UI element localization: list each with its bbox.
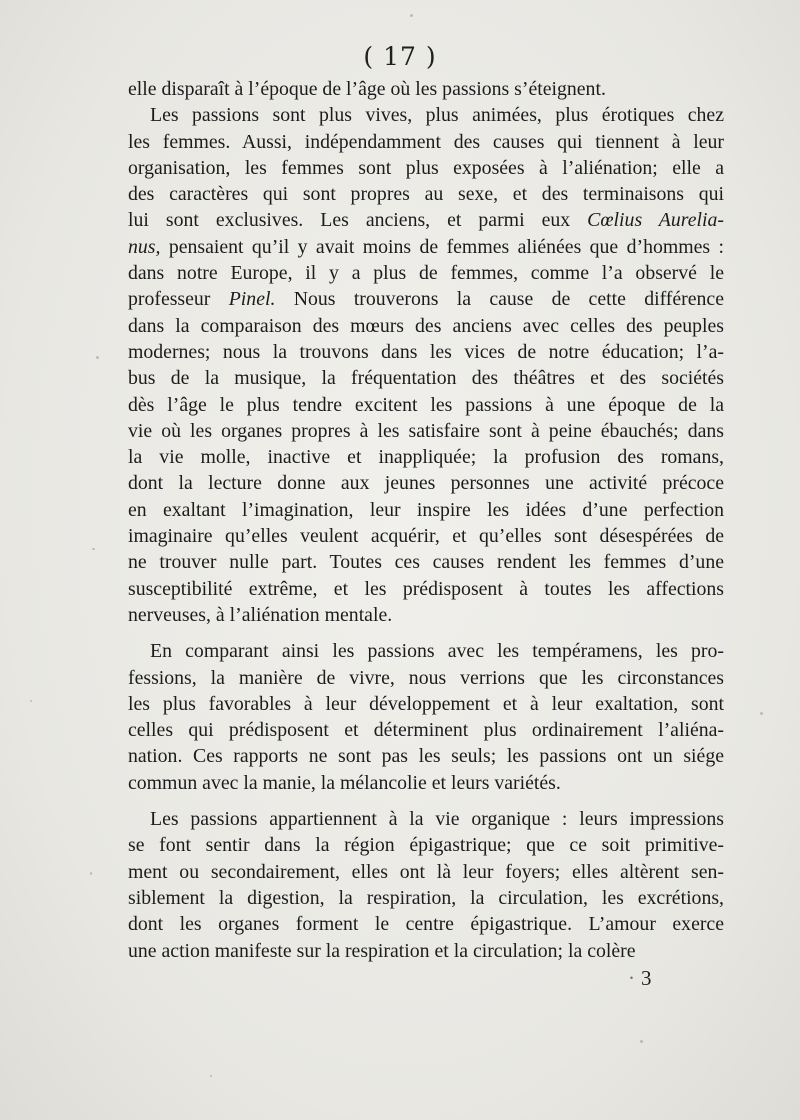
paper-speck [92,548,95,550]
paragraph-gap [128,628,724,638]
text-line: susceptibilité extrême, et les prédisposent à toutes les affections [128,577,724,600]
text-line: dans notre Europe, il y a plus de femmes, comme l’a observé le [128,262,724,285]
paper-speck [210,1075,212,1077]
signature-mark [628,966,652,991]
text-line: nus, pensaient qu’il y avait moins de femmes aliénées que d’hommes : [128,235,724,258]
text-line: celles qui prédisposent et déterminent plus ordinairement l’aliéna- [128,719,724,742]
paper-speck [90,872,92,875]
text-line: Les passions sont plus vives, plus animées, plus érotiques chez [150,104,724,127]
paragraph [128,102,724,628]
text-line: lui sont exclusives. Les anciens, et parmi eux Cœlius Aurelia- [128,209,724,232]
text-line: professeur Pinel. Nous trouverons la cause de cette différence [128,288,724,311]
text-line: se font sentir dans la région épigastrique; que ce soit primitive- [128,834,724,857]
text-line: ne trouver nulle part. Toutes ces causes rendent les femmes d’une [128,551,724,574]
paper-speck [410,14,413,17]
page-number: ( 17 ) [363,42,437,71]
text-line: une action manifeste sur la respiration et la circulation; la colère [128,939,636,962]
text-line: imaginaire qu’elles veulent acquérir, et qu’elles sont désespérées de [128,525,724,548]
text-line: siblement la digestion, la respiration, la circulation, les excrétions, [128,886,724,909]
text-line: les femmes. Aussi, indépendamment des causes qui tiennent à leur [128,130,724,153]
text-line: Les passions appartiennent à la vie organique : leurs impressions [150,808,724,831]
text-line: les plus favorables à leur développement et à leur exaltation, sont [128,692,724,715]
text-line: la vie molle, inactive et inappliquée; la profusion des romans, [128,446,724,469]
text-line: dans la comparaison des mœurs des anciens avec celles des peuples [128,314,724,337]
text-line: ment ou secondairement, elles ont là leur foyers; elles altèrent sen- [128,860,724,883]
text-line: nation. Ces rapports ne sont pas les seuls; les passions ont un siége [128,745,724,768]
paper-speck [30,700,32,702]
text-line: nerveuses, à l’aliénation mentale. [128,603,393,626]
text-line: modernes; nous la trouvons dans les vices de notre éducation; l’a- [128,340,724,363]
signature-dot: · [628,966,635,990]
text-line: dont les organes forment le centre épigastrique. L’amour exerce [128,913,724,936]
text-line: bus de la musique, la fréquentation des théâtres et des sociétés [128,367,724,390]
paragraph [128,806,724,964]
text-line: commun avec la manie, la mélancolie et leurs variétés. [128,771,561,794]
text-line: des caractères qui sont propres au sexe, et des terminaisons qui [128,183,724,206]
paper-speck [760,712,763,715]
text-line: en exaltant l’imagination, leur inspire les idées d’une perfection [128,498,724,521]
signature-number: 3 [641,966,652,990]
paper-speck [640,1040,643,1043]
paragraph-gap [128,796,724,806]
body-text [128,76,724,964]
text-line: fessions, la manière de vivre, nous verrions que les circonstances [128,666,724,689]
paper-speck [96,356,99,359]
paragraph [128,638,724,796]
text-line: En comparant ainsi les passions avec les tempéramens, les pro- [150,640,724,663]
text-line: dont la lecture donne aux jeunes personnes une activité précoce [128,472,724,495]
text-line: organisation, les femmes sont plus exposées à l’aliénation; elle a [128,156,724,179]
paragraph [128,76,724,102]
text-line: elle disparaît à l’époque de l’âge où les passions s’éteignent. [128,78,606,100]
text-line: vie où les organes propres à les satisfaire sont à peine ébauchés; dans [128,419,724,442]
text-line: dès l’âge le plus tendre excitent les passions à une époque de la [128,393,724,416]
